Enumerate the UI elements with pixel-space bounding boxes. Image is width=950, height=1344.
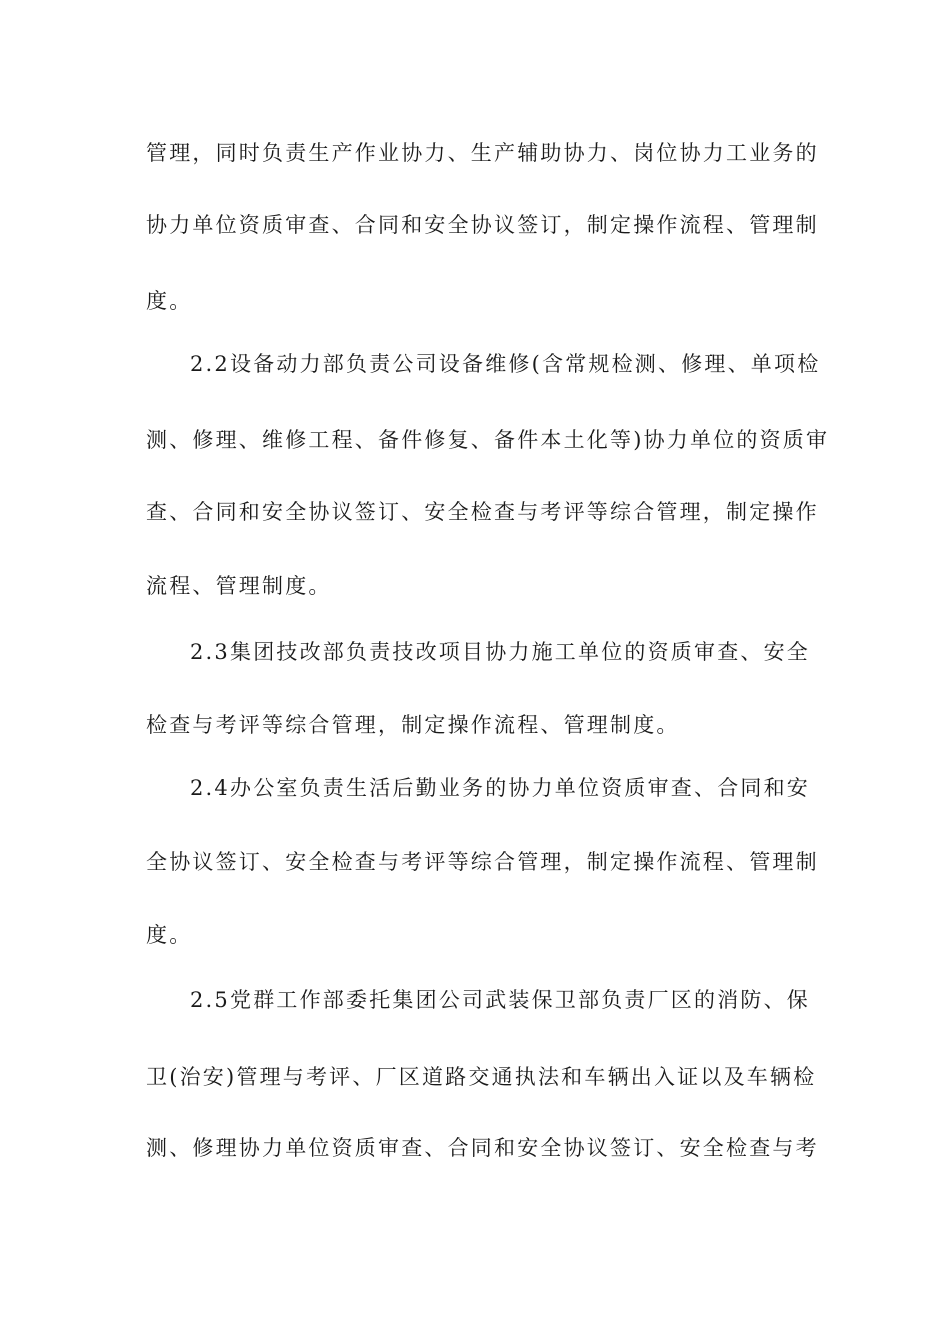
paragraph-start-line: 2.2设备动力部负责公司设备维修(含常规检测、修理、单项检 [190,352,821,376]
text-line: 查、合同和安全协议签订、安全检查与考评等综合管理，制定操作 [146,500,819,524]
text-line: 检查与考评等综合管理，制定操作流程、管理制度。 [146,713,680,737]
text-line: 管理，同时负责生产作业协力、生产辅助协力、岗位协力工业务的 [146,141,819,165]
text-line: 测、修理、维修工程、备件修复、备件本土化等)协力单位的资质审 [146,428,830,452]
paragraph-start-line: 2.3集团技改部负责技改项目协力施工单位的资质审查、安全 [190,640,810,664]
text-line: 度。 [146,289,193,313]
text-line: 流程、管理制度。 [146,574,332,598]
text-line: 卫(治安)管理与考评、厂区道路交通执法和车辆出入证以及车辆检 [146,1065,817,1089]
paragraph-start-line: 2.5党群工作部委托集团公司武装保卫部负责厂区的消防、保 [190,988,810,1012]
text-line: 全协议签订、安全检查与考评等综合管理，制定操作流程、管理制 [146,850,819,874]
paragraph-start-line: 2.4办公室负责生活后勤业务的协力单位资质审查、合同和安 [190,776,810,800]
text-line: 度。 [146,923,193,947]
text-line: 测、修理协力单位资质审查、合同和安全协议签订、安全检查与考 [146,1136,819,1160]
text-line: 协力单位资质审查、合同和安全协议签订，制定操作流程、管理制 [146,213,819,237]
